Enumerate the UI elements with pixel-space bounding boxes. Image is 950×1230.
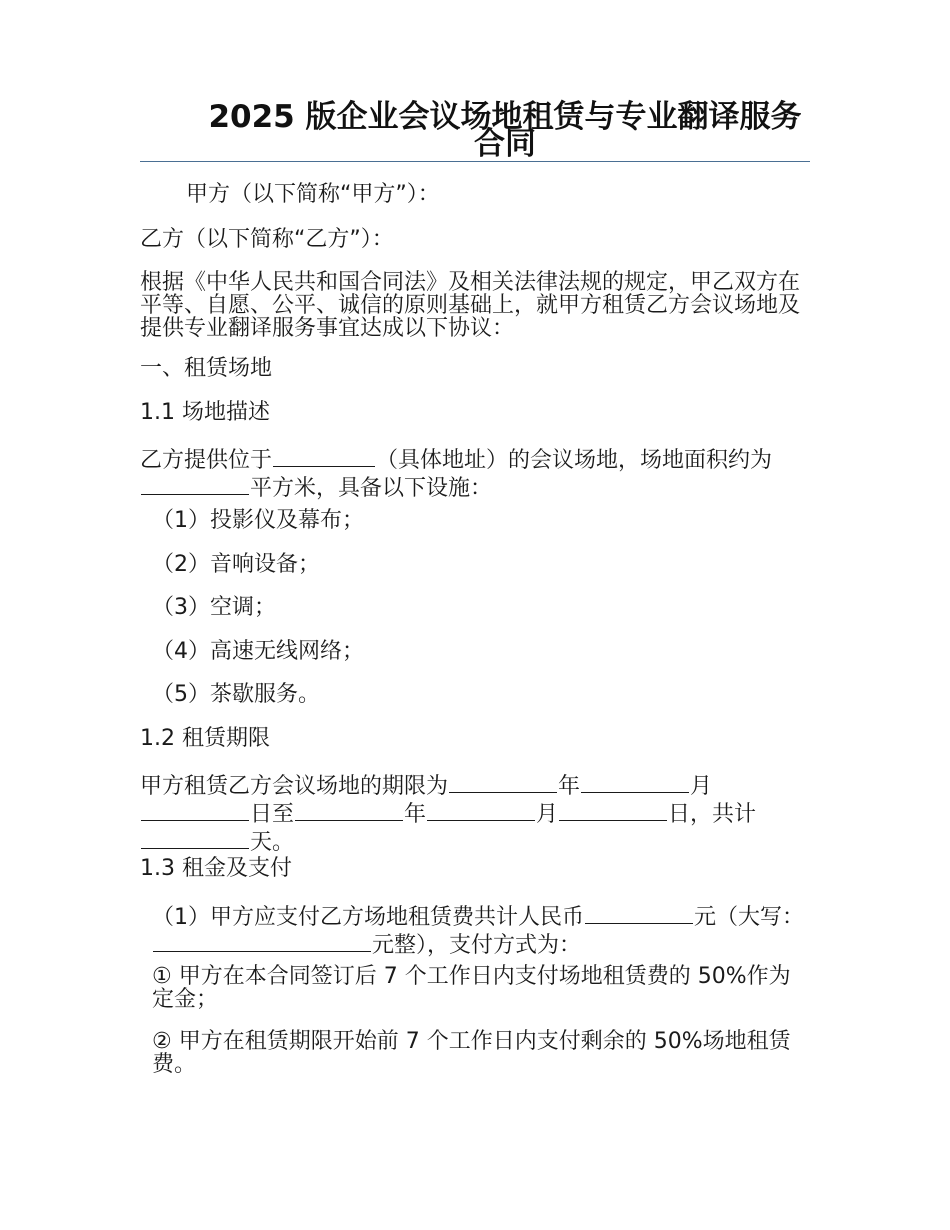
start-year-blank bbox=[449, 770, 557, 793]
day-total-label: 日，共计 bbox=[668, 802, 757, 827]
section-1-1-text bbox=[140, 444, 810, 500]
facility-item: （2）音响设备； bbox=[152, 552, 320, 577]
area-blank bbox=[141, 472, 249, 495]
section-1-2-text bbox=[140, 770, 810, 854]
section-1-2-heading: 1.2 租赁期限 bbox=[140, 726, 270, 751]
start-month-blank bbox=[581, 770, 689, 793]
end-day-blank bbox=[559, 798, 667, 821]
title-underline bbox=[140, 161, 810, 162]
rent-amount-blank bbox=[585, 901, 693, 924]
payment-step-1: ① 甲方在本合同签订后 7 个工作日内支付场地租赁费的 50%作为定金； bbox=[152, 964, 791, 1012]
rent-amount-words-blank bbox=[153, 929, 371, 952]
s1-1-text-c: 平方米，具备以下设施： bbox=[250, 476, 493, 501]
year-label: 年 bbox=[558, 774, 581, 799]
s1-2-text-a: 甲方租赁乙方会议场地的期限为 bbox=[140, 774, 449, 799]
section-1-3-item-1 bbox=[140, 901, 810, 957]
party-a-line: 甲方（以下简称“甲方”）： bbox=[186, 182, 440, 207]
start-day-blank bbox=[141, 798, 249, 821]
end-year-blank bbox=[295, 798, 403, 821]
document-title: 2025 版企业会议场地租赁与专业翻译服务合同 bbox=[208, 99, 802, 162]
s1-1-text-a: 乙方提供位于 bbox=[140, 448, 273, 473]
days-label: 天。 bbox=[250, 830, 295, 855]
year-label: 年 bbox=[404, 802, 427, 827]
section-1-heading: 一、租赁场地 bbox=[140, 356, 273, 381]
end-month-blank bbox=[427, 798, 535, 821]
payment-step-2: ② 甲方在租赁期限开始前 7 个工作日内支付剩余的 50%场地租赁费。 bbox=[152, 1029, 791, 1077]
day-to-label: 日至 bbox=[250, 802, 295, 827]
facility-item: （4）高速无线网络； bbox=[152, 639, 364, 664]
month-label: 月 bbox=[536, 802, 559, 827]
address-blank bbox=[273, 444, 375, 467]
s1-3-item1-c: 元整），支付方式为： bbox=[372, 933, 582, 958]
preamble-paragraph: 根据《中华人民共和国合同法》及相关法律法规的规定，甲乙双方在平等、自愿、公平、诚信的原则基础上，就甲方租赁乙方会议场地及提供专业翻译服务事宜达成以下协议： bbox=[140, 270, 801, 341]
section-1-3-heading: 1.3 租金及支付 bbox=[140, 856, 292, 881]
facility-item: （5）茶歇服务。 bbox=[152, 682, 320, 707]
s1-1-text-b: （具体地址）的会议场地，场地面积约为 bbox=[376, 448, 773, 473]
facility-item: （1）投影仪及幕布； bbox=[152, 508, 364, 533]
section-1-1-heading: 1.1 场地描述 bbox=[140, 400, 270, 425]
s1-3-item1-a: （1）甲方应支付乙方场地租赁费共计人民币 bbox=[152, 905, 584, 930]
party-b-line: 乙方（以下简称“乙方”）： bbox=[140, 227, 394, 252]
facility-item: （3）空调； bbox=[152, 595, 276, 620]
total-days-blank bbox=[141, 826, 249, 849]
month-label: 月 bbox=[690, 774, 713, 799]
s1-3-item1-b: 元（大写： bbox=[694, 905, 805, 930]
